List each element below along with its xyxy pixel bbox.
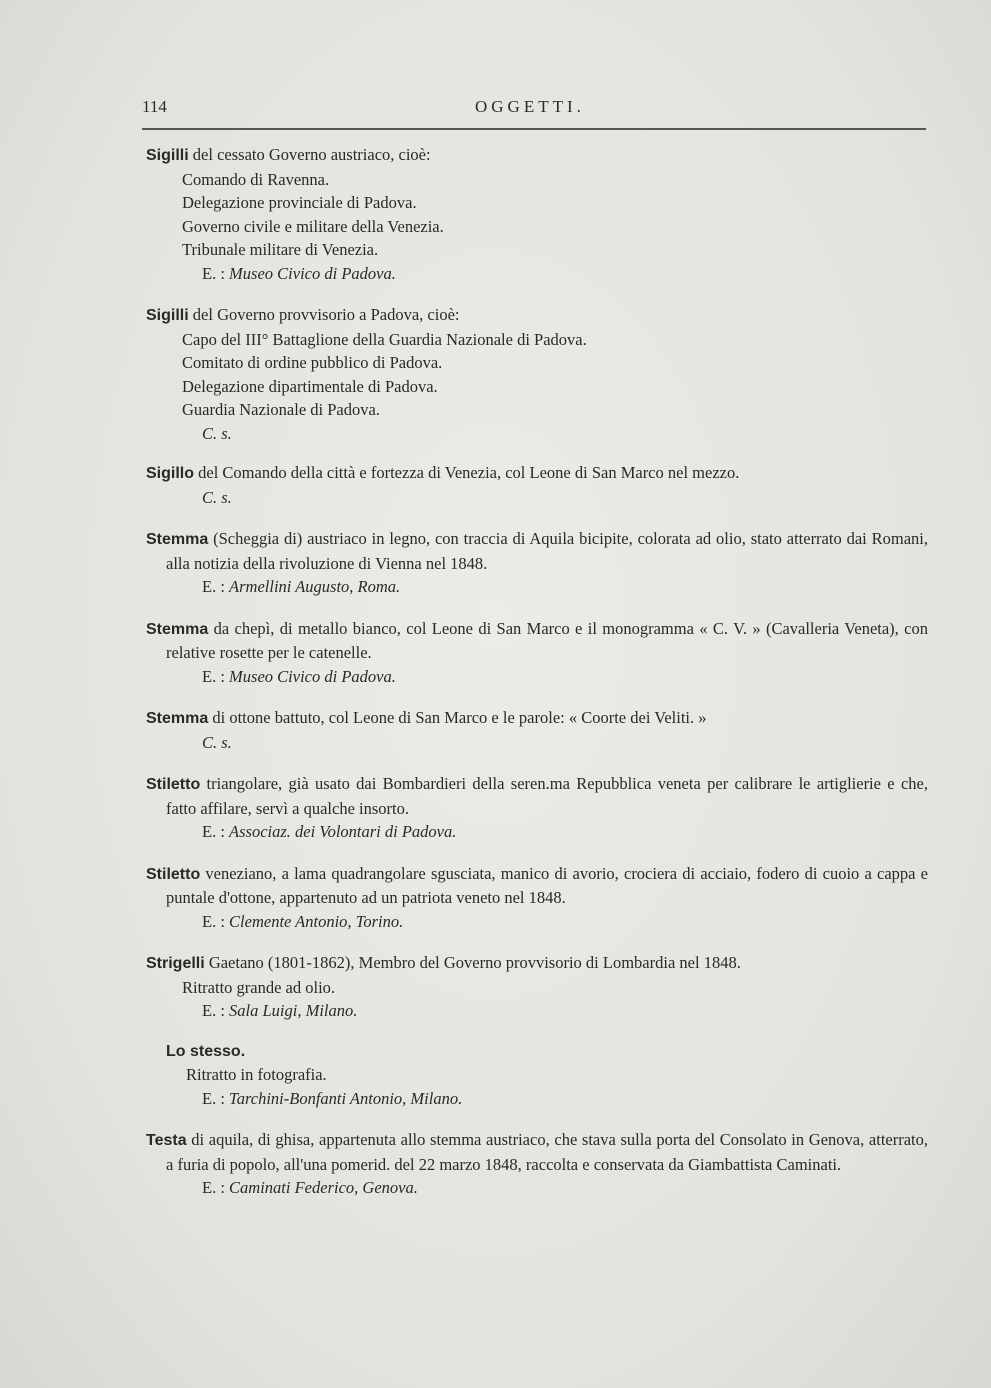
- entry-text: del Governo provvisorio a Padova, cioè:: [188, 305, 460, 324]
- entry: [146, 706, 928, 754]
- page-title: OGGETTI.: [475, 97, 585, 116]
- entry-text: di ottone battuto, col Leone di San Marco e le parole: « Coorte dei Veliti. »: [208, 708, 707, 727]
- entry-lead: Stiletto: [146, 776, 201, 793]
- source-prefix: E. :: [202, 1001, 230, 1020]
- entry-line: Delegazione provinciale di Padova.: [182, 193, 417, 212]
- source-name: Clemente Antonio, Torino.: [229, 911, 404, 931]
- entry-text: triangolare, già usato dai Bombardieri della seren.ma Repubblica veneta per calibrare le artiglierie e che, fatto affilare, servì a qualche insorto.: [166, 774, 928, 818]
- entry-source: [146, 820, 928, 844]
- entry-source: [146, 731, 928, 755]
- entry-lead: Stemma: [146, 531, 209, 548]
- entry-text: del Comando della città e fortezza di Venezia, col Leone di San Marco nel mezzo.: [194, 463, 740, 482]
- page-number: 114: [142, 97, 167, 116]
- entry-line: Tribunale militare di Venezia.: [182, 240, 379, 259]
- source-prefix: E. :: [202, 577, 230, 596]
- entry-line: Guardia Nazionale di Padova.: [182, 400, 380, 419]
- entry-lead: Strigelli: [146, 955, 205, 972]
- entry-line: Comitato di ordine pubblico di Padova.: [182, 353, 443, 372]
- entry-text: veneziano, a lama quadrangolare sgusciata, manico di avorio, crociera di acciaio, fodero di cuoio a cappa e puntale d'ottone, appartenuto ad un patriota veneto nel 1848.: [166, 863, 928, 907]
- entry-source: [146, 910, 928, 934]
- entry: [146, 527, 928, 599]
- page-header: [142, 97, 922, 121]
- entry-list: [146, 143, 928, 1216]
- entry-source: [146, 999, 928, 1023]
- entry: [146, 1128, 928, 1200]
- entry-line: Ritratto in fotografia.: [186, 1065, 327, 1084]
- entry-text: di aquila, di ghisa, appartenuta allo stemma austriaco, che stava sulla porta del Consolato in Genova, atterrato, a furia di popolo, all'una pomerid. del 22 marzo 1848, raccolta e conservata da Giambattista Caminati.: [166, 1130, 928, 1174]
- entry: [146, 772, 928, 844]
- entry-lead: Lo stesso.: [166, 1042, 246, 1060]
- source-name: C. s.: [202, 487, 232, 507]
- source-name: Caminati Federico, Genova.: [229, 1178, 418, 1197]
- entry: [146, 1039, 928, 1111]
- entry-text: da chepì, di metallo bianco, col Leone di San Marco e il monogramma « C. V. » (Cavalleria Veneta), con relative rosette per le catenelle.: [166, 618, 928, 662]
- source-name: C. s.: [202, 423, 232, 443]
- entry-line: Comando di Ravenna.: [182, 169, 330, 189]
- entry-lead: Stiletto: [146, 865, 201, 883]
- entry-line: Governo civile e militare della Venezia.: [182, 216, 444, 236]
- source-prefix: E. :: [202, 822, 230, 841]
- entry-source: [146, 422, 928, 446]
- source-prefix: E. :: [202, 1088, 230, 1108]
- source-name: Sala Luigi, Milano.: [229, 1001, 358, 1020]
- source-name: Associaz. dei Volontari di Padova.: [229, 822, 457, 841]
- entry-lead: Sigilli: [146, 307, 189, 324]
- source-prefix: E. :: [202, 263, 230, 283]
- entry-lead: Sigillo: [146, 465, 194, 482]
- entry-lead: Sigilli: [146, 147, 189, 164]
- source-name: Museo Civico di Padova.: [229, 263, 396, 283]
- entry: [146, 303, 928, 445]
- entry: [146, 617, 928, 689]
- entry-line: Delegazione dipartimentale di Padova.: [182, 376, 438, 396]
- header-rule: [142, 128, 926, 130]
- source-prefix: E. :: [202, 666, 230, 686]
- entry-text: del cessato Governo austriaco, cioè:: [188, 145, 431, 164]
- entry-lead: Testa: [146, 1132, 187, 1149]
- entry-source: [146, 262, 928, 286]
- source-name: Museo Civico di Padova.: [229, 666, 396, 686]
- entry-lead: Stemma: [146, 620, 209, 638]
- source-name: C. s.: [202, 732, 232, 752]
- entry-text: (Scheggia di) austriaco in legno, con traccia di Aquila bicipite, colorata ad olio, stato atterrato dai Romani, alla notizia della rivoluzione di Vienna nel 1848.: [166, 529, 928, 573]
- entry: [146, 862, 928, 934]
- source-prefix: E. :: [202, 911, 230, 931]
- entry-line: Ritratto grande ad olio.: [182, 977, 336, 997]
- entry-text: Gaetano (1801-1862), Membro del Governo provvisorio di Lombardia nel 1848.: [204, 953, 741, 972]
- entry-source: [146, 665, 928, 689]
- entry-source: [146, 1176, 928, 1200]
- entry: [146, 951, 928, 1023]
- entry-lead: Stemma: [146, 710, 209, 727]
- entry-source: [146, 486, 928, 510]
- entry: [146, 143, 928, 285]
- entry-line: Capo del III° Battaglione della Guardia Nazionale di Padova.: [182, 329, 587, 349]
- entry-source: [146, 575, 928, 599]
- source-name: Armellini Augusto, Roma.: [229, 577, 401, 596]
- entry: [146, 461, 928, 509]
- entry-source: [166, 1087, 928, 1111]
- source-prefix: E. :: [202, 1178, 230, 1197]
- source-name: Tarchini-Bonfanti Antonio, Milano.: [229, 1088, 463, 1108]
